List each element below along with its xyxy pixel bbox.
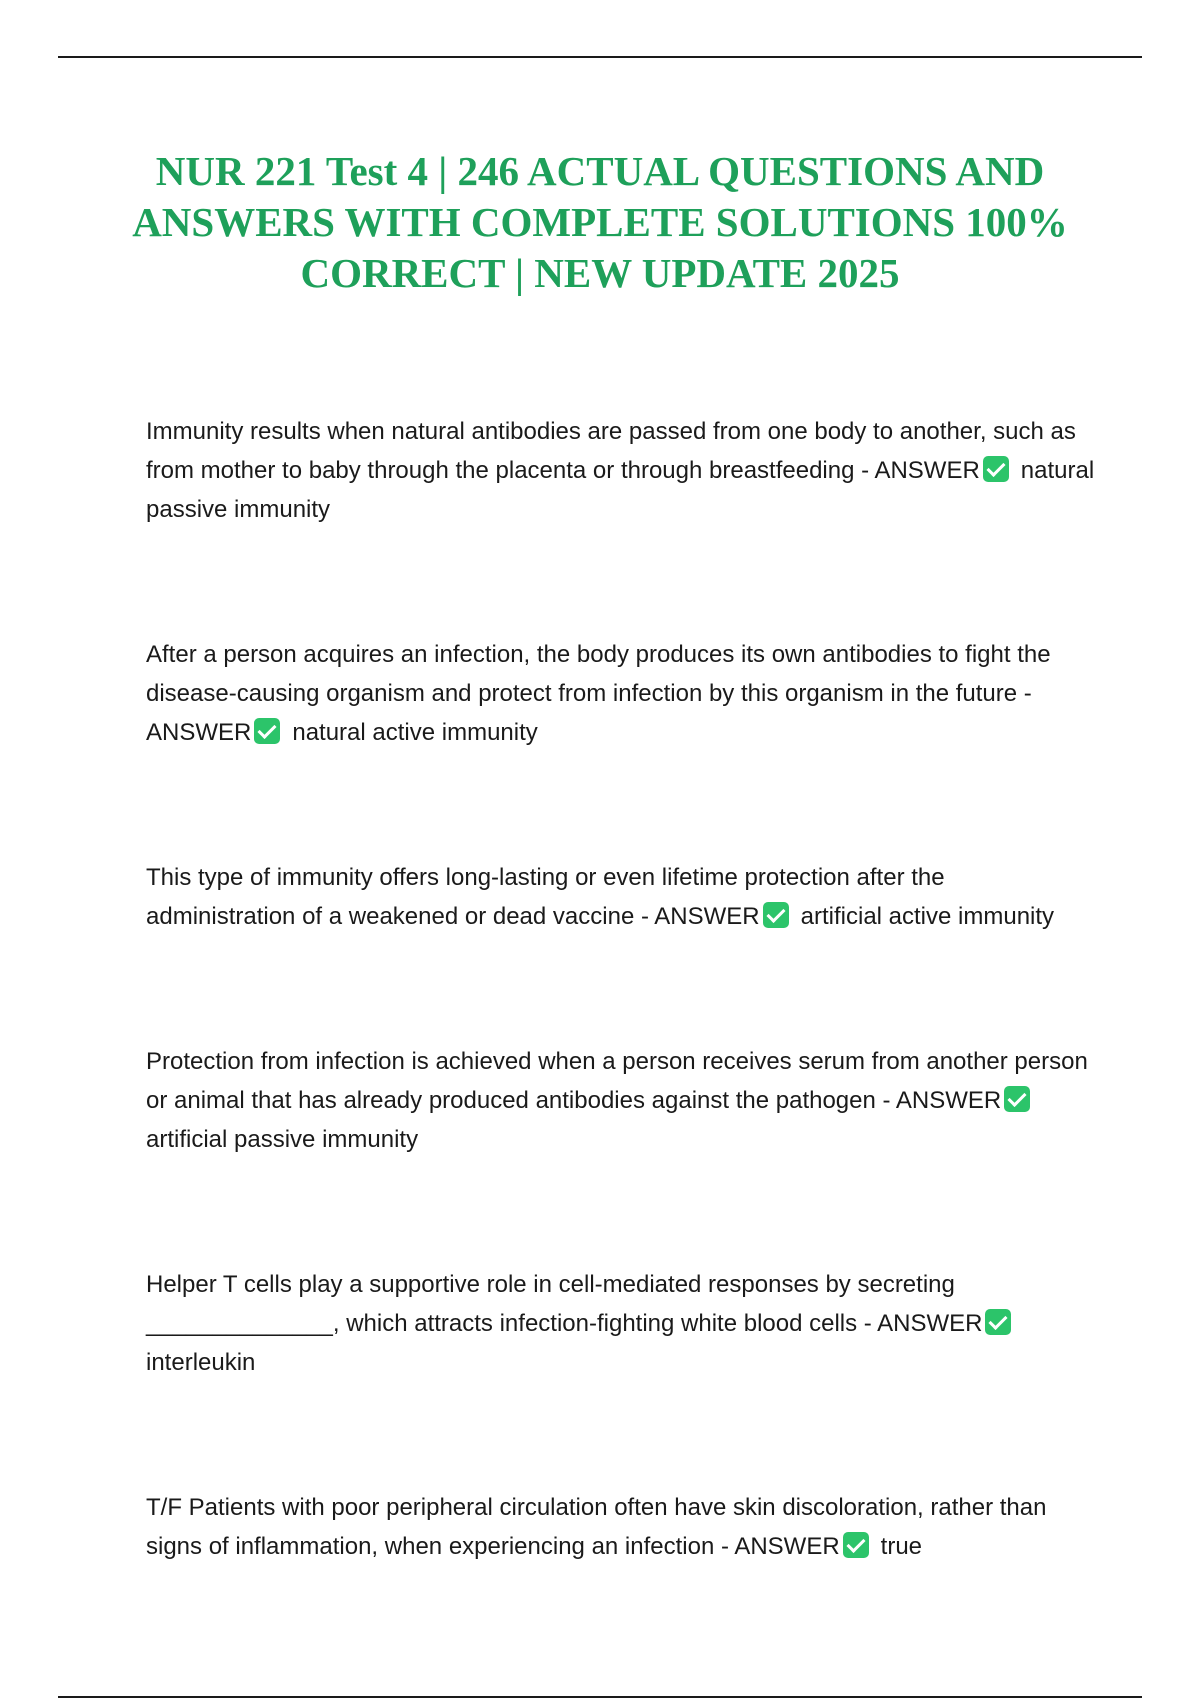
question-text: After a person acquires an infection, the body produces its own antibodies to fight the disease-causing organism and protect from infection by this organism in the future - ANSWER bbox=[146, 641, 1051, 746]
qa-item bbox=[146, 1265, 1096, 1382]
answer-text: artificial active immunity bbox=[800, 903, 1055, 930]
header-rule bbox=[58, 56, 1142, 58]
question-text: Helper T cells play a supportive role in cell-mediated responses by secreting ______________, which attracts infection-fighting white blood cells - ANSWER bbox=[146, 1271, 983, 1337]
check-mark-icon bbox=[763, 902, 789, 928]
answer-text: natural passive immunity bbox=[146, 457, 1095, 523]
answer-text: natural active immunity bbox=[292, 719, 538, 746]
qa-list bbox=[146, 412, 1096, 1566]
document-title: NUR 221 Test 4 | 246 ACTUAL QUESTIONS AND ANSWERS WITH COMPLETE SOLUTIONS 100% CORRECT | NEW UPDATE 2025 bbox=[132, 148, 1068, 296]
question-text: Protection from infection is achieved when a person receives serum from another person or animal that has already produced antibodies against the pathogen - ANSWER bbox=[146, 1048, 1088, 1114]
answer-text: true bbox=[880, 1533, 923, 1560]
question-text: This type of immunity offers long-lasting or even lifetime protection after the administration of a weakened or dead vaccine - ANSWER bbox=[146, 864, 945, 930]
answer-text: interleukin bbox=[146, 1349, 256, 1376]
check-mark-icon bbox=[983, 456, 1009, 482]
check-mark-icon bbox=[985, 1309, 1011, 1335]
qa-item bbox=[146, 412, 1096, 529]
qa-item bbox=[146, 1488, 1096, 1566]
qa-item bbox=[146, 858, 1096, 936]
check-mark-icon bbox=[843, 1532, 869, 1558]
check-mark-icon bbox=[1004, 1086, 1030, 1112]
check-mark-icon bbox=[254, 718, 280, 744]
footer-rule bbox=[58, 1696, 1142, 1698]
question-text: T/F Patients with poor peripheral circulation often have skin discoloration, rather than signs of inflammation, when experiencing an infection - ANSWER bbox=[146, 1494, 1047, 1560]
qa-item bbox=[146, 1042, 1096, 1159]
qa-item bbox=[146, 635, 1096, 752]
question-text: Immunity results when natural antibodies are passed from one body to another, such as from mother to baby through the placenta or through breastfeeding - ANSWER bbox=[146, 418, 1076, 484]
answer-text: artificial passive immunity bbox=[146, 1126, 419, 1153]
